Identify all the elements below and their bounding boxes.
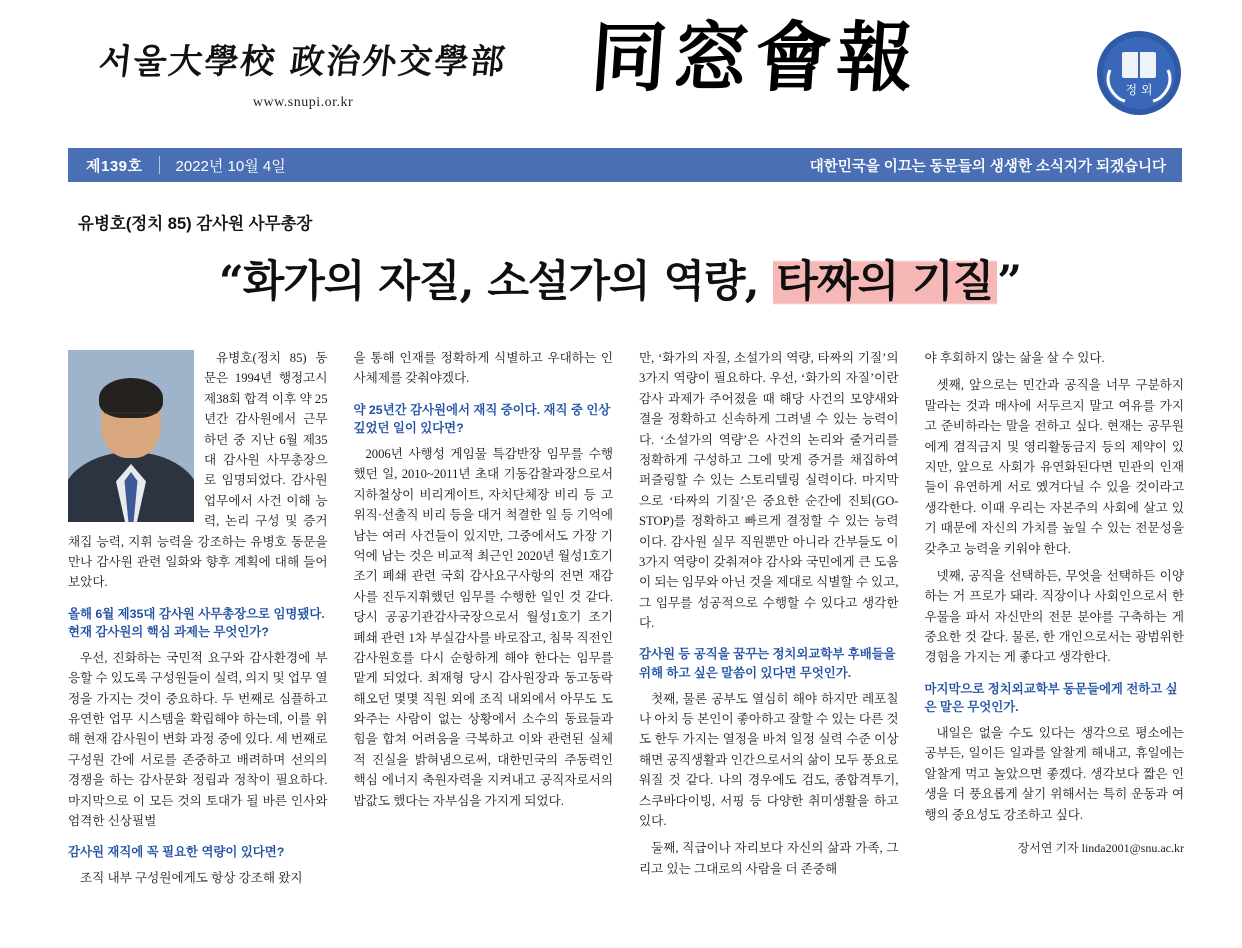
- school-emblem-icon: [1096, 30, 1182, 116]
- subheading: 약 25년간 감사원에서 재직 중이다. 재직 중 인상 깊었던 일이 있다면?: [353, 402, 611, 436]
- subheading: 감사원 재직에 꼭 필요한 역량이 있다면?: [68, 845, 285, 860]
- masthead-url[interactable]: www.snupi.or.kr: [252, 95, 354, 110]
- subheading: 감사원 등 공직을 꿈꾸는 정치외교학부 후배들을 위해 하고 싶은 말씀이 있다면 무엇인가.: [639, 647, 896, 681]
- paragraph: 내일은 없을 수도 있다는 생각으로 평소에는 공부든, 일이든 일과를 알찰게 해내고, 휴일에는 알찰게 먹고 놀았으면 좋겠다. 생각보다 짧은 인생을 더 풍요롭게 살기 위해서는 특히 운동과 여행의 중요성도 강조하고 싶다.: [924, 726, 1184, 822]
- column-3: [639, 348, 899, 934]
- paragraph: 셋째, 앞으로는 민간과 공직을 너무 구분하지 말라는 것과 매사에 서두르지 말고 여유를 가지고 준비하라는 말을 전하고 싶다. 현재는 공무원에게 겸직금지 및 영리활동금지 등의 제약이 있지만, 앞으로 사회가 유연화된다면 민관의 인재들이 유연하게 서로 옜겨다닐 수 있을 것이라고 생각한다. 이때 우리는 자본주의 사회에 살고 있기 때문에 자신의 가치를 높일 수 있는 전문성을 갖추고 능력을 키워야 한다.: [924, 378, 1184, 556]
- subheading: 올해 6월 제35대 감사원 사무총장으로 임명됐다. 현재 감사원의 핵심 과제는 무엇인가?: [68, 606, 325, 640]
- masthead-school-title: 서울大學校 政治外交學部: [96, 42, 509, 82]
- masthead-left: [68, 34, 538, 111]
- paragraph: 을 통해 인재를 정확하게 식별하고 우대하는 인사체제를 갖춰야겠다.: [353, 351, 613, 386]
- issue-band: [68, 148, 1182, 182]
- paragraph: 유병호(정치 85) 동문은 1994년 행정고시 제38회 합격 이후 약 25년간 감사원에서 근무하던 중 지난 6월 제35대 감사원 사무총장으로 임명되었다. 감사원 업무에서 사건 이해 능력, 논리 구성 및 증거 채집 능력, 지휘 능력을 강조하는 유병호 동문을 만나 감사원 관련 일화와 향후 계획에 대해 들어보았다.: [68, 351, 328, 590]
- subheading: 마지막으로 정치외교학부 동문들에게 전하고 싶은 말은 무엇인가.: [924, 681, 1178, 715]
- headline-part-1: “화가의 자질, 소설가의 역량,: [219, 257, 773, 307]
- paragraph: 넷째, 공직을 선택하든, 무엇을 선택하든 이양 하는 거 프로가 돼라. 직장이나 사회인으로서 한 우물을 파서 자신만의 전문 분야를 구축하는 게 중요한 것 같다. 물론, 한 개인으로서는 광범위한 경험을 가지는 게 좋다고 생각한다.: [924, 568, 1184, 665]
- paragraph: 만, ‘화가의 자질, 소설가의 역량, 타짜의 기질’의 3가지 역량이 필요하다. 우선, ‘화가의 자질’이란 감사 과제가 주어졌을 때 해당 사건의 모양새와 결을 정확하고 신속하게 그려낼 수 있는 능력이다. ‘소설가의 역량’은 사건의 논리와 줄거리를 정확하게 구성하고 그에 맞게 증거를 채집하여 퍼즐링할 수 있는 스토리텔링 실력이다. 마지막으로 ‘타짜의 기질’은 중요한 순간에 진퇴(GO-STOP)를 정확하고 빠르게 결정할 수 있는 능력이다. 감사원 실무 직원뿐만 아니라 간부들도 이 3가지 역량이 갖춰져야 감사와 국민에게 큰 도움이 되는 임무와 아닌 것을 제대로 식별할 수 있고, 그 임무를 성공적으로 수행할 수 있다고 생각한다.: [639, 351, 899, 631]
- headline-highlight: 타짜의 기질: [773, 257, 998, 307]
- headline-part-3: ”: [997, 257, 1021, 307]
- paragraph: 첫째, 물론 공부도 열심히 해야 하지만 레포칠나 아치 등 본인이 좋아하고 잘할 수 있는 다른 것도 한두 가지는 열정을 바쳐 일정 실력 수준 이상 해면 공직생활과 인간으로서의 삶이 모두 풍요로워질 것 같다. 나의 경우에도 검도, 종합격투기, 스쿠바다이빙, 서핑 등 다양한 취미생활을 하고 있다.: [639, 691, 899, 829]
- issue-slogan: 대한민국을 이끄는 동문들의 생생한 소식지가 되겠습니다: [809, 158, 1166, 175]
- paragraph: 야 후회하지 않는 삶을 살 수 있다.: [924, 351, 1105, 365]
- paragraph: 우선, 진화하는 국민적 요구와 감사환경에 부응할 수 있도록 구성원들이 실력, 의지 및 업무 열정을 가지는 것이 중요하다. 두 번째로 심플하고 유연한 업무 시스템을 확립해야 하는데, 이를 위해 현재 감사원이 변화 과정 중에 있다. 세 번째로 구성원 간에 서로를 존중하고 배려하며 선의의 경쟁을 하는 감사문화 정립과 정착이 필요하다. 마지막으로 이 모든 것의 토대가 될 바른 인사와 엄격한 신상필벌: [68, 650, 328, 829]
- svg-text:정 외: 정 외: [1125, 83, 1153, 97]
- article-kicker: 유병호(정치 85) 감사원 사무총장: [78, 215, 313, 233]
- masthead-main-title: 同窓會報: [587, 13, 923, 102]
- page-title: [70, 248, 1170, 309]
- paragraph: 2006년 사행성 게임물 특감반장 임무를 수행했던 일, 2010~2011년 초대 기동감찰과장으로서 지하철상이 비리게이트, 자치단체장 비리 등 고위직·선출직 비리 등을 대거 척결한 일 등 기억에 남는 여러 사건들이 있지만, 그중에서도 가장 기억에 남는 것은 비교적 최근인 2020년 월성1호기 조기 폐쇄 관련 국회 감사요구사항의 전면 재감사를 진두지휘했던 임무를 수행한 일인 것 같다. 당시 공공기관감사국장으로서 월성1호기 조기 폐쇄 관련 1차 부실감사를 바로잡고, 침묵 직전인 감사원호를 다시 순항하게 해야 한다는 임무를 맡게 되었다. 최재형 당시 감사원장과 동고동락해오던 몇몇 직원 외에 조직 내외에서 아무도 도와주는 사람이 없는 상황에서 소수의 동료들과 힘을 합쳐 어려움을 극복하고 이와 관련된 실체적 진실을 밝혀냄으로써, 대한민국의 주동력인 핵심 에너지 축원자력을 지켜내고 공직자로서의 밥값도 했다는 자부심을 가지게 되었다.: [353, 447, 613, 808]
- article-byline: 장서연 기자 linda2001@snu.ac.kr: [1017, 841, 1184, 856]
- issue-date: 2022년 10월 4일: [175, 157, 286, 175]
- masthead: [0, 0, 1242, 148]
- paragraph: 조직 내부 구성원에게도 항상 강조해 왔지: [80, 871, 303, 886]
- article-body: [68, 348, 1184, 934]
- interviewee-photo: [68, 350, 194, 522]
- paragraph: 둘째, 직급이나 자리보다 자신의 삶과 가족, 그리고 있는 그대로의 사람을 더 존중해: [639, 841, 899, 876]
- column-2: [354, 348, 614, 934]
- column-4: [925, 348, 1185, 934]
- band-divider: [159, 156, 160, 174]
- masthead-center: [540, 13, 970, 102]
- column-1: [68, 348, 328, 934]
- issue-number: 제139호: [86, 157, 143, 175]
